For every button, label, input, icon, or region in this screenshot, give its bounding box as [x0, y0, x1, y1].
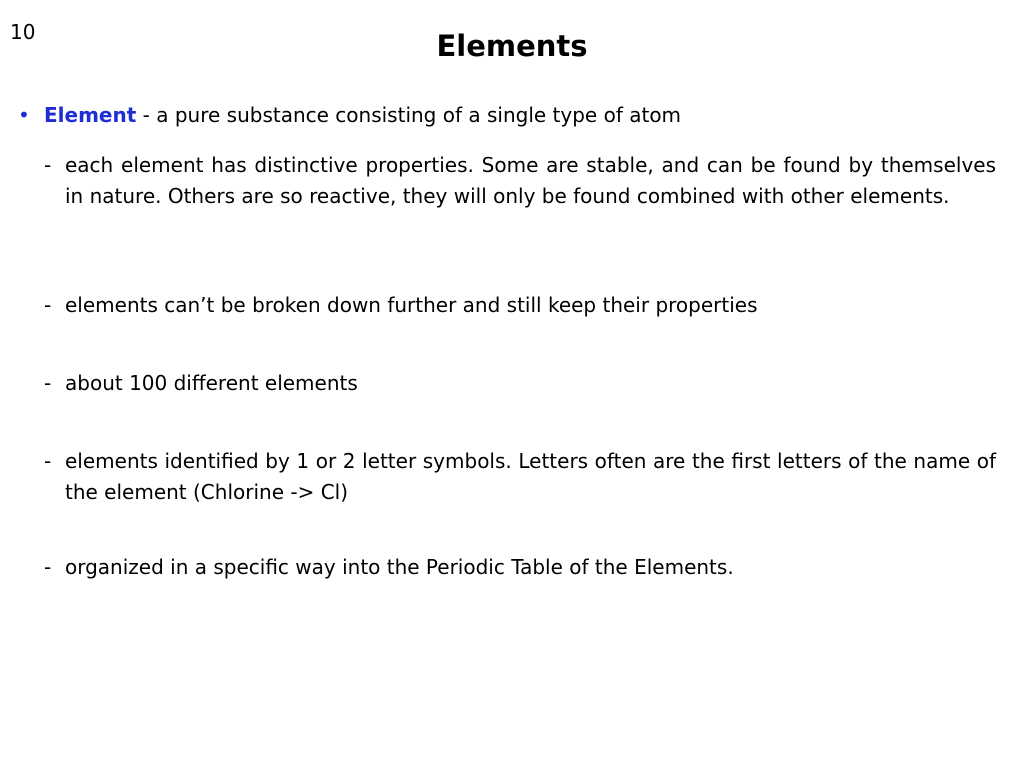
point-text: organized in a specific way into the Periodic Table of the Elements. — [65, 555, 734, 579]
definition-bullet — [18, 100, 998, 130]
slide-title: Elements — [436, 29, 588, 63]
point-text: about 100 different elements — [65, 371, 358, 395]
definition-text: - a pure substance consisting of a single type of atom — [136, 103, 682, 127]
point-periodic-table — [44, 552, 996, 583]
point-symbols — [44, 446, 996, 508]
point-text: elements can’t be broken down further and still keep their properties — [65, 293, 758, 317]
point-count — [44, 368, 996, 399]
dash-marker: - — [44, 371, 52, 395]
point-text: each element has distinctive properties. Some are stable, and can be found by themselves in nature. Others are so reactive, they will only be found combined with other elements. — [65, 153, 996, 208]
dash-marker: - — [44, 555, 52, 579]
dash-marker: - — [44, 293, 52, 317]
dash-marker: - — [44, 449, 52, 473]
point-not-breakable — [44, 290, 996, 321]
slide-number: 10 — [10, 20, 36, 44]
bullet-icon: • — [18, 103, 30, 127]
point-properties — [44, 150, 996, 212]
dash-marker: - — [44, 153, 52, 177]
definition-term: Element — [44, 103, 137, 127]
point-text: elements identified by 1 or 2 letter symbols. Letters often are the first letters of the name of the element (Chlorine -> Cl) — [65, 449, 996, 504]
